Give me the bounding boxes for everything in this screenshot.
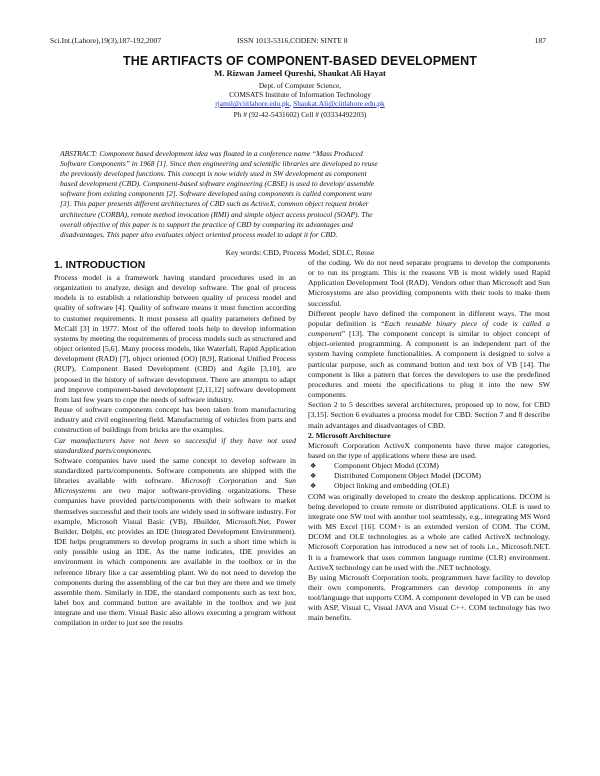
abstract-line: based development (CBD). Component-based software engineering (CBSE) is used to develop/ assemble [60, 179, 375, 189]
text-run-italic: Sun Microsystems [54, 476, 296, 496]
text-run-italic: Microsoft Corporation [181, 476, 258, 486]
running-header [50, 36, 550, 48]
keywords: Key words: CBD, Process Model, SDLC, Reuse [225, 248, 375, 257]
right-paragraph-4: Microsoft Corporation ActiveX components have three major categories, based on the type of applications where these are used. [308, 440, 550, 460]
diamond-bullet-icon: ❖ [310, 472, 317, 481]
intro-paragraph-3: Car manufacturers have not been so successful if they have not used standardized parts/components. [54, 435, 296, 455]
text-run: Different people have defined the component in different ways. The most popular definition is “ [308, 308, 550, 328]
bullet-item [308, 461, 550, 471]
text-run: Software companies have used the same concept to develop software in standardized parts/components. Software components are shipped with the libraries available with software. [54, 455, 296, 486]
email-link-1[interactable]: rjamil@ciitlahore.edu.pk [215, 99, 290, 108]
bullet-text: Component Object Model (COM) [334, 461, 439, 471]
bullet-item [308, 471, 550, 481]
abstract-line: disadvantages. This paper also evaluates object oriented process model to adapt it for CBD. [60, 229, 338, 239]
author-names: M. Rizwan Jameel Qureshi, Shaukat Ali Hayat [214, 68, 386, 78]
text-run: are two major software-providing organizations. These companies have provided parts/components with their software to market themselves successful and their tools are widely used in software industry. For example, Microsoft Visual Basic (VB), JBuilder, Microsoft.Net, Power Builder, Delphi, etc provides an IDE (Integrated Development Environment). IDE helps programmers to develop programs in such a short time which is only possible using an IDE. As the name indicates, IDE provides an environment in which components are available in the toolbox or in the reference library like a car assembling plant. We do not need to develop the components during the assembling of the car but they are there and we timely assemble them. Similarly in IDE, the standard components such as text box, label box and command button are available in the toolbox and we just integrate and use them. Visual Basic also allows executing a program without compilation in order to just see the results [54, 486, 296, 628]
right-paragraph-3: Section 2 to 5 describes several architectures, proposed up to now, for CBD [3,15]. Section 6 evaluates a process model for CBD. Section 7 and 8 describe main advantages and disadvantages of CBD. [308, 400, 550, 430]
journal-citation: Sci.Int.(Lahore),19(3),187-192,2007 [50, 36, 162, 45]
component-definition-quote: Each reusable binary piece of code is called a component [308, 318, 550, 339]
right-paragraph-1: of the coding. We do not need separate programs to develop the components or to run its program. This is the reasons VB is most widely used Rapid Application Development Tool (RAD). Vendors other than Microsoft and Sun Microsystems are also providing components with their tools to make them successful. [308, 258, 550, 308]
right-column [308, 258, 550, 624]
abstract [60, 149, 540, 240]
paper-title: THE ARTIFACTS OF COMPONENT-BASED DEVELOPMENT [123, 54, 477, 68]
bullet-text: Object linking and embedding (OLE) [334, 481, 450, 491]
intro-paragraph-1: Process model is a framework having standard procedures used in an organization to analyze, design and develop software. The goal of process models is to establish a relationship between quality of process model and quality of software [4]. Quality of software means it must function according to customer requirements. It must possess all quality parameters defined by McCall [3] in 1977. Most of the offered tools help to develop information systems by meeting the requirements of process models such as structured and object oriented [5,6]. Many process models, like Waterfall, Rapid Application development (RAD) [7], object oriented (OO) [8,9], Rational Unified Process (RUP), Component Based Development (CBD) and Agile [3,10], are proposed in the history of software development. There are attempts to adapt and improve component-based development [2,11,12] software development from last few years to cope the needs of software industry. [54, 273, 296, 404]
abstract-line: the previously developed functions. This concept is now widely used in SW development as component [60, 169, 367, 179]
intro-paragraph-2: Reuse of software components concept has been taken from manufacturing industry and civil engineering field. Manufacturing of vehicles from parts and construction of buildings from bricks are the examples. [54, 405, 296, 435]
email-separator: , [289, 99, 294, 108]
text-run: ” [13]. The component concept is similar to object concept of object-oriented programming. A component is an independent part of the system having complete functionalities. A component is designed to solve a particular purpose, such as command button and text box of VB [14]. The component is like a pattern that forces the developers to use the predefined procedures and meets the specifications to plug it into the new SW components. [308, 329, 550, 400]
abstract-line: ABSTRACT: Component based development idea was floated in a conference name “Mass Produced [60, 149, 363, 158]
right-paragraph-6: By using Microsoft Corporation tools, programmers have facility to develop their own components. Programmers can develop components in any tool/language that supports COM. A component developed in VB can be used with ASP, Visual C, Visual JAVA and Visual C++. COM technology has two main benefits. [308, 572, 550, 623]
right-paragraph-2 [308, 309, 550, 400]
affiliation-institute: COMSATS Institute of Information Technology [229, 90, 371, 99]
abstract-line: [3]. This paper presents different architectures of CBD such as ActiveX, common object request broker [60, 199, 369, 209]
author-phone: Ph # (92-42-5431602) Cell # (03334492203) [233, 110, 367, 119]
diamond-bullet-icon: ❖ [310, 482, 317, 491]
bullet-item [308, 481, 550, 491]
section-heading-microsoft-architecture: 2. Microsoft Architecture [308, 430, 391, 440]
abstract-line: architecture (CORBA), remote method invocation (RMI) and simple object access protocol (SOAP). The [60, 209, 373, 219]
abstract-line: Software Components” in 1968 [1]. Since then engineering and scientific libraries are developed to reuse [60, 159, 378, 169]
page-number: 187 [534, 36, 546, 45]
bullet-text: Distributed Component Object Model (DCOM) [334, 471, 481, 481]
text-run: and [257, 476, 285, 486]
right-paragraph-5: COM was originally developed to create the desktop applications. DCOM is being developed to create remote or distributed applications. OLE is used to integrate one SW tool with another tool seamlessly, e.g., integrating MS Word with MS Excel [16]. COM+ is an extended version of COM. The COM, DCOM and OLE technologies as a whole are called ActiveX technology. Microsoft Corporation has introduced a new set of tools i.e., Microsoft.NET. It is a framework that uses common language runtime (CLR) environment. ActiveX technology can be used with the .NET technology. [308, 491, 550, 572]
diamond-bullet-icon: ❖ [310, 462, 317, 471]
section-heading-introduction: 1. INTRODUCTION [54, 260, 146, 271]
intro-paragraph-4 [54, 456, 296, 629]
author-emails [0, 99, 600, 108]
left-column [54, 258, 296, 628]
affiliation-dept: Dept. of Computer Science, [258, 81, 342, 90]
abstract-line: software from existing components [2]. Software developed using components is called component ware [60, 189, 373, 199]
abstract-line: overall objective of this paper is to support the practice of CBD by comparing its advantages and [60, 219, 353, 229]
issn-coden: ISSN 1013-5316,CODEN: SINTE 8 [237, 36, 348, 45]
email-link-2[interactable]: Shaukat.Ali@ciitlahore.edu.pk [293, 99, 385, 108]
